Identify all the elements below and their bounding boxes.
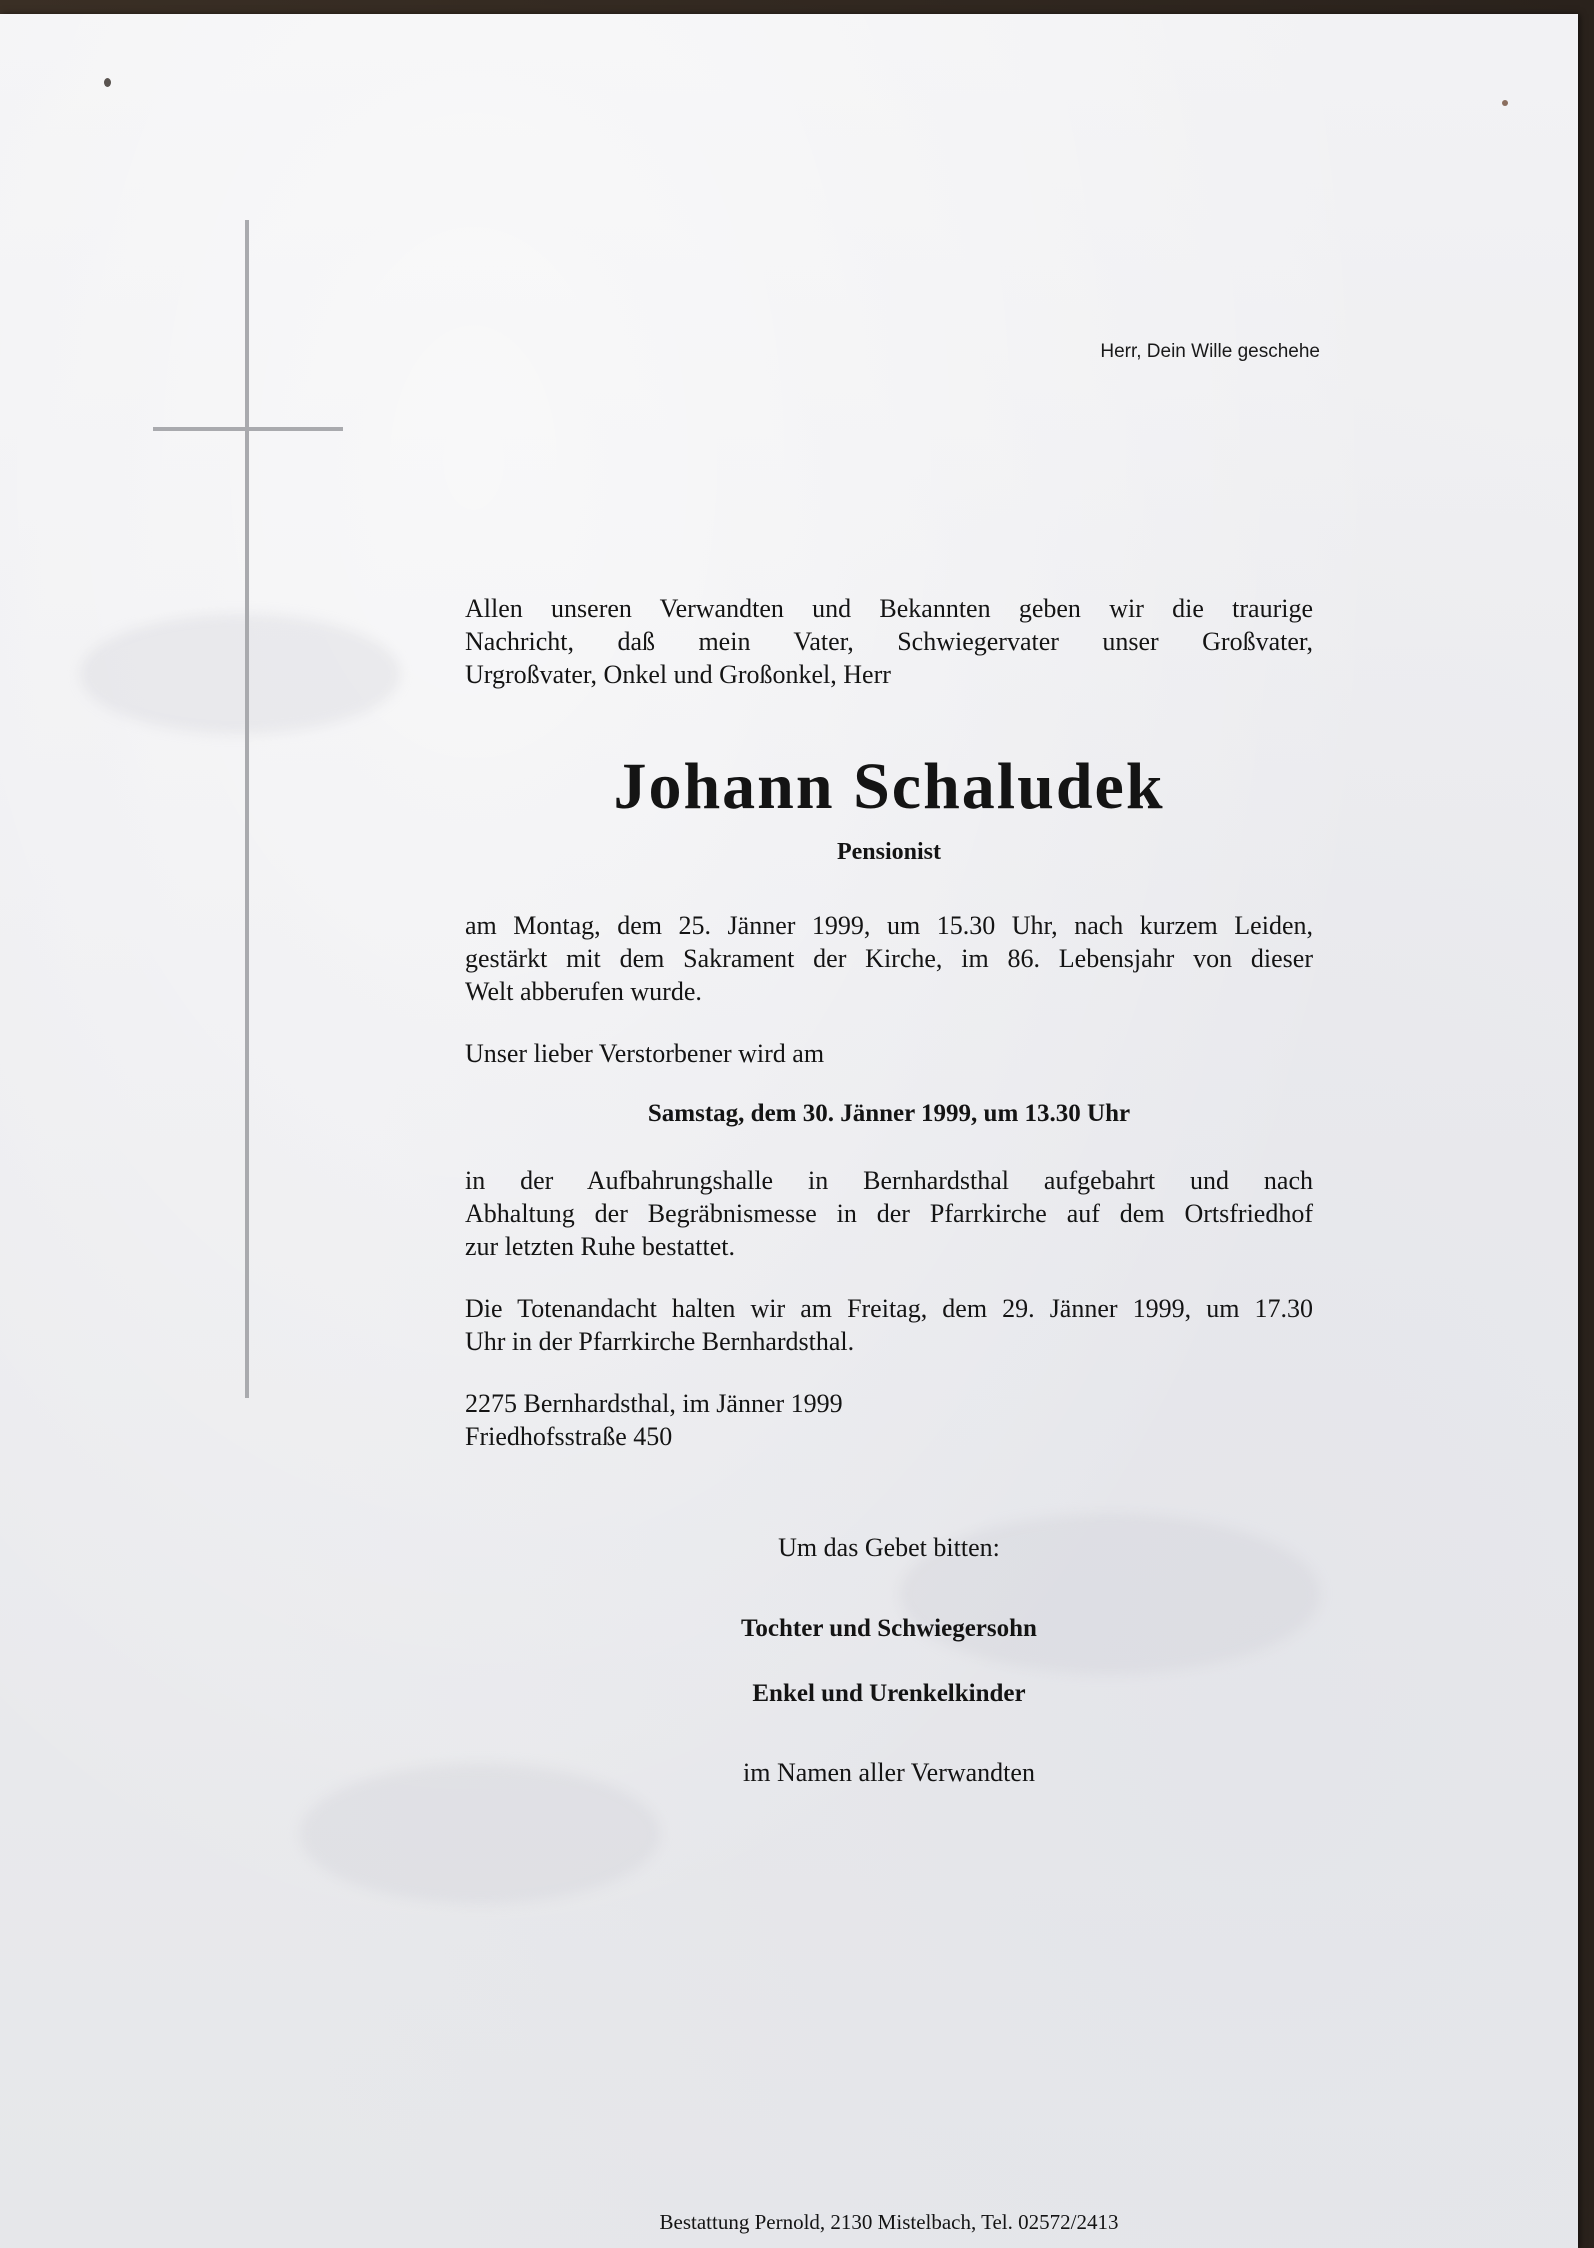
death-line: gestärkt mit dem Sakrament der Kirche, im 86. Lebensjahr von dieser [465,944,1313,973]
address: Friedhofsstraße 450 [465,1422,673,1451]
death-line: Welt abberufen wurde. [465,977,702,1006]
on-behalf-line: im Namen aller Verwandten [743,1758,1035,1787]
funeral-intro-line: Unser lieber Verstorbener wird am [465,1039,825,1068]
death-paragraph [465,909,1313,1008]
burial-line: zur letzten Ruhe bestattet. [465,1232,736,1261]
deceased-name: Johann Schaludek [613,750,1165,823]
vigil-line: Uhr in der Pfarrkirche Bernhardsthal. [465,1327,855,1356]
mourner-line: Enkel und Urenkelkinder [752,1680,1026,1707]
intro-line: Allen unseren Verwandten und Bekannten geben wir die traurige [465,594,1313,623]
mourner-line: Tochter und Schwiegersohn [741,1615,1037,1642]
burial-line: in der Aufbahrungshalle in Bernhardsthal aufgebahrt und nach [465,1166,1313,1195]
paper-wrinkle [80,614,400,734]
motto: Herr, Dein Wille geschehe [1100,341,1320,362]
cross-horizontal-bar [153,427,343,431]
place-date: 2275 Bernhardsthal, im Jänner 1999 [465,1389,843,1418]
signature-block [465,1387,1313,1453]
funeral-intro [465,1037,1313,1070]
funeral-home-footer: Bestattung Pernold, 2130 Mistelbach, Tel. 02572/2413 [659,2210,1119,2234]
deceased-occupation: Pensionist [836,839,941,865]
vigil-paragraph [465,1292,1313,1358]
intro-line: Nachricht, daß mein Vater, Schwiegervater unser Großvater, [465,627,1313,656]
pin-hole [1502,100,1508,106]
intro-paragraph [465,592,1313,691]
funeral-date: Samstag, dem 30. Jänner 1999, um 13.30 Uhr [647,1100,1131,1127]
burial-paragraph [465,1164,1313,1263]
prayer-request: Um das Gebet bitten: [778,1533,1000,1562]
cross-vertical-bar [245,220,249,1398]
death-notice-sheet [0,14,1578,2248]
death-line: am Montag, dem 25. Jänner 1999, um 15.30 Uhr, nach kurzem Leiden, [465,911,1313,940]
vigil-line: Die Totenandacht halten wir am Freitag, dem 29. Jänner 1999, um 17.30 [465,1294,1313,1323]
burial-line: Abhaltung der Begräbnismesse in der Pfarrkirche auf dem Ortsfriedhof [465,1199,1313,1228]
pin-hole [104,78,111,87]
intro-line: Urgroßvater, Onkel und Großonkel, Herr [465,660,891,689]
